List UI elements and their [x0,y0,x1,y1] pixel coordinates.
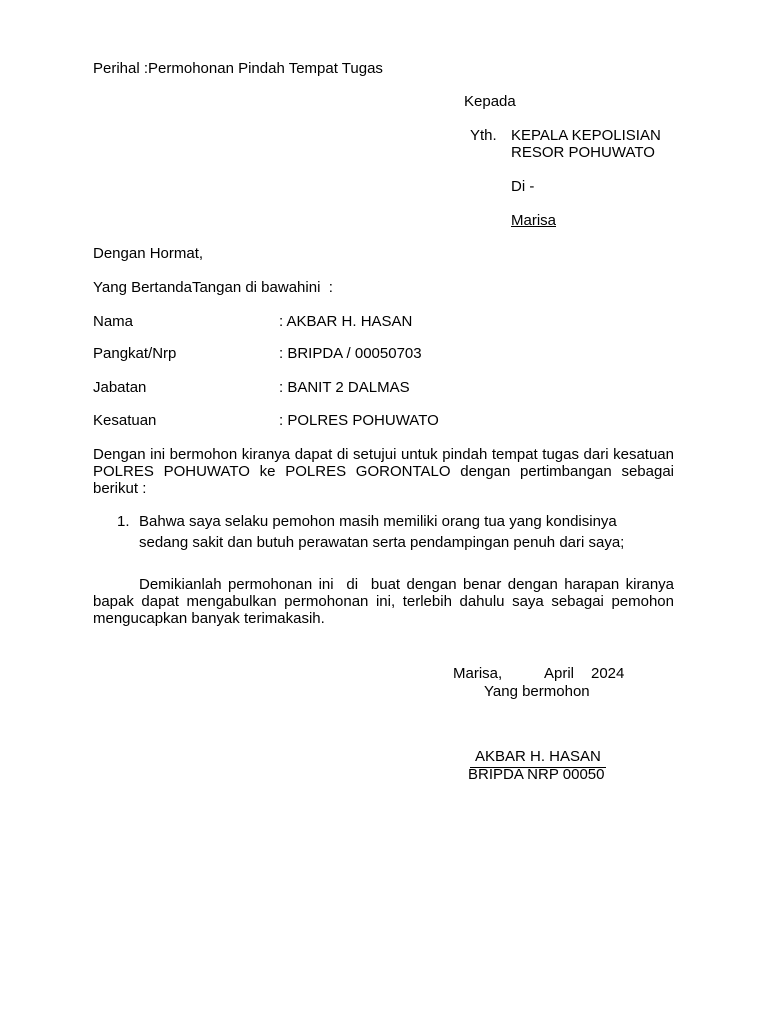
signature-name: AKBAR H. HASAN [475,748,601,765]
field-label-nama: Nama [93,313,134,330]
greeting: Dengan Hormat, [93,245,204,262]
signature-place: Marisa, [453,665,503,682]
subject-text: Permohonan Pindah Tempat Tugas [148,60,383,77]
subject-line [93,60,383,77]
signature-year: 2024 [591,665,625,682]
reason-number: 1. [117,513,130,530]
reason-line1: Bahwa saya selaku pemohon masih memiliki orang tua yang kondisinya [139,513,617,530]
recipient-line1: KEPALA KEPOLISIAN [511,127,661,144]
field-value-pangkat: : BRIPDA / 00050703 [279,345,422,362]
field-label-kesatuan: Kesatuan [93,412,157,429]
signature-role: Yang bermohon [484,683,590,700]
field-value-nama: : AKBAR H. HASAN [279,313,413,330]
recipient-kepada: Kepada [464,93,516,110]
recipient-line2: RESOR POHUWATO [511,144,655,161]
field-label-pangkat: Pangkat/Nrp [93,345,177,362]
closing-paragraph: Demikianlah permohonan ini di buat dengan benar dengan harapan kiranya bapak dapat mengabulkan permohonan ini, terlebih dahulu saya sebagai pemohon mengucapkan banyak terimakasih. [93,576,679,627]
intro-text: Yang BertandaTangan di bawahini : [93,279,333,296]
recipient-di: Di - [511,178,535,195]
field-value-jabatan: : BANIT 2 DALMAS [279,379,410,396]
signature-month: April [544,665,575,682]
field-value-kesatuan: : POLRES POHUWATO [279,412,439,429]
signature-rank-nrp: BRIPDA NRP 00050 [468,766,605,783]
recipient-yth: Yth. [470,127,497,144]
reason-line2: sedang sakit dan butuh perawatan serta pendampingan penuh dari saya; [139,534,625,551]
field-label-jabatan: Jabatan [93,379,147,396]
subject-label: Perihal : [93,60,149,77]
recipient-city: Marisa [511,212,557,229]
request-paragraph: Dengan ini bermohon kiranya dapat di setujui untuk pindah tempat tugas dari kesatuan POLRES POHUWATO ke POLRES GORONTALO dengan pertimbangan sebagai berikut : [93,446,674,497]
